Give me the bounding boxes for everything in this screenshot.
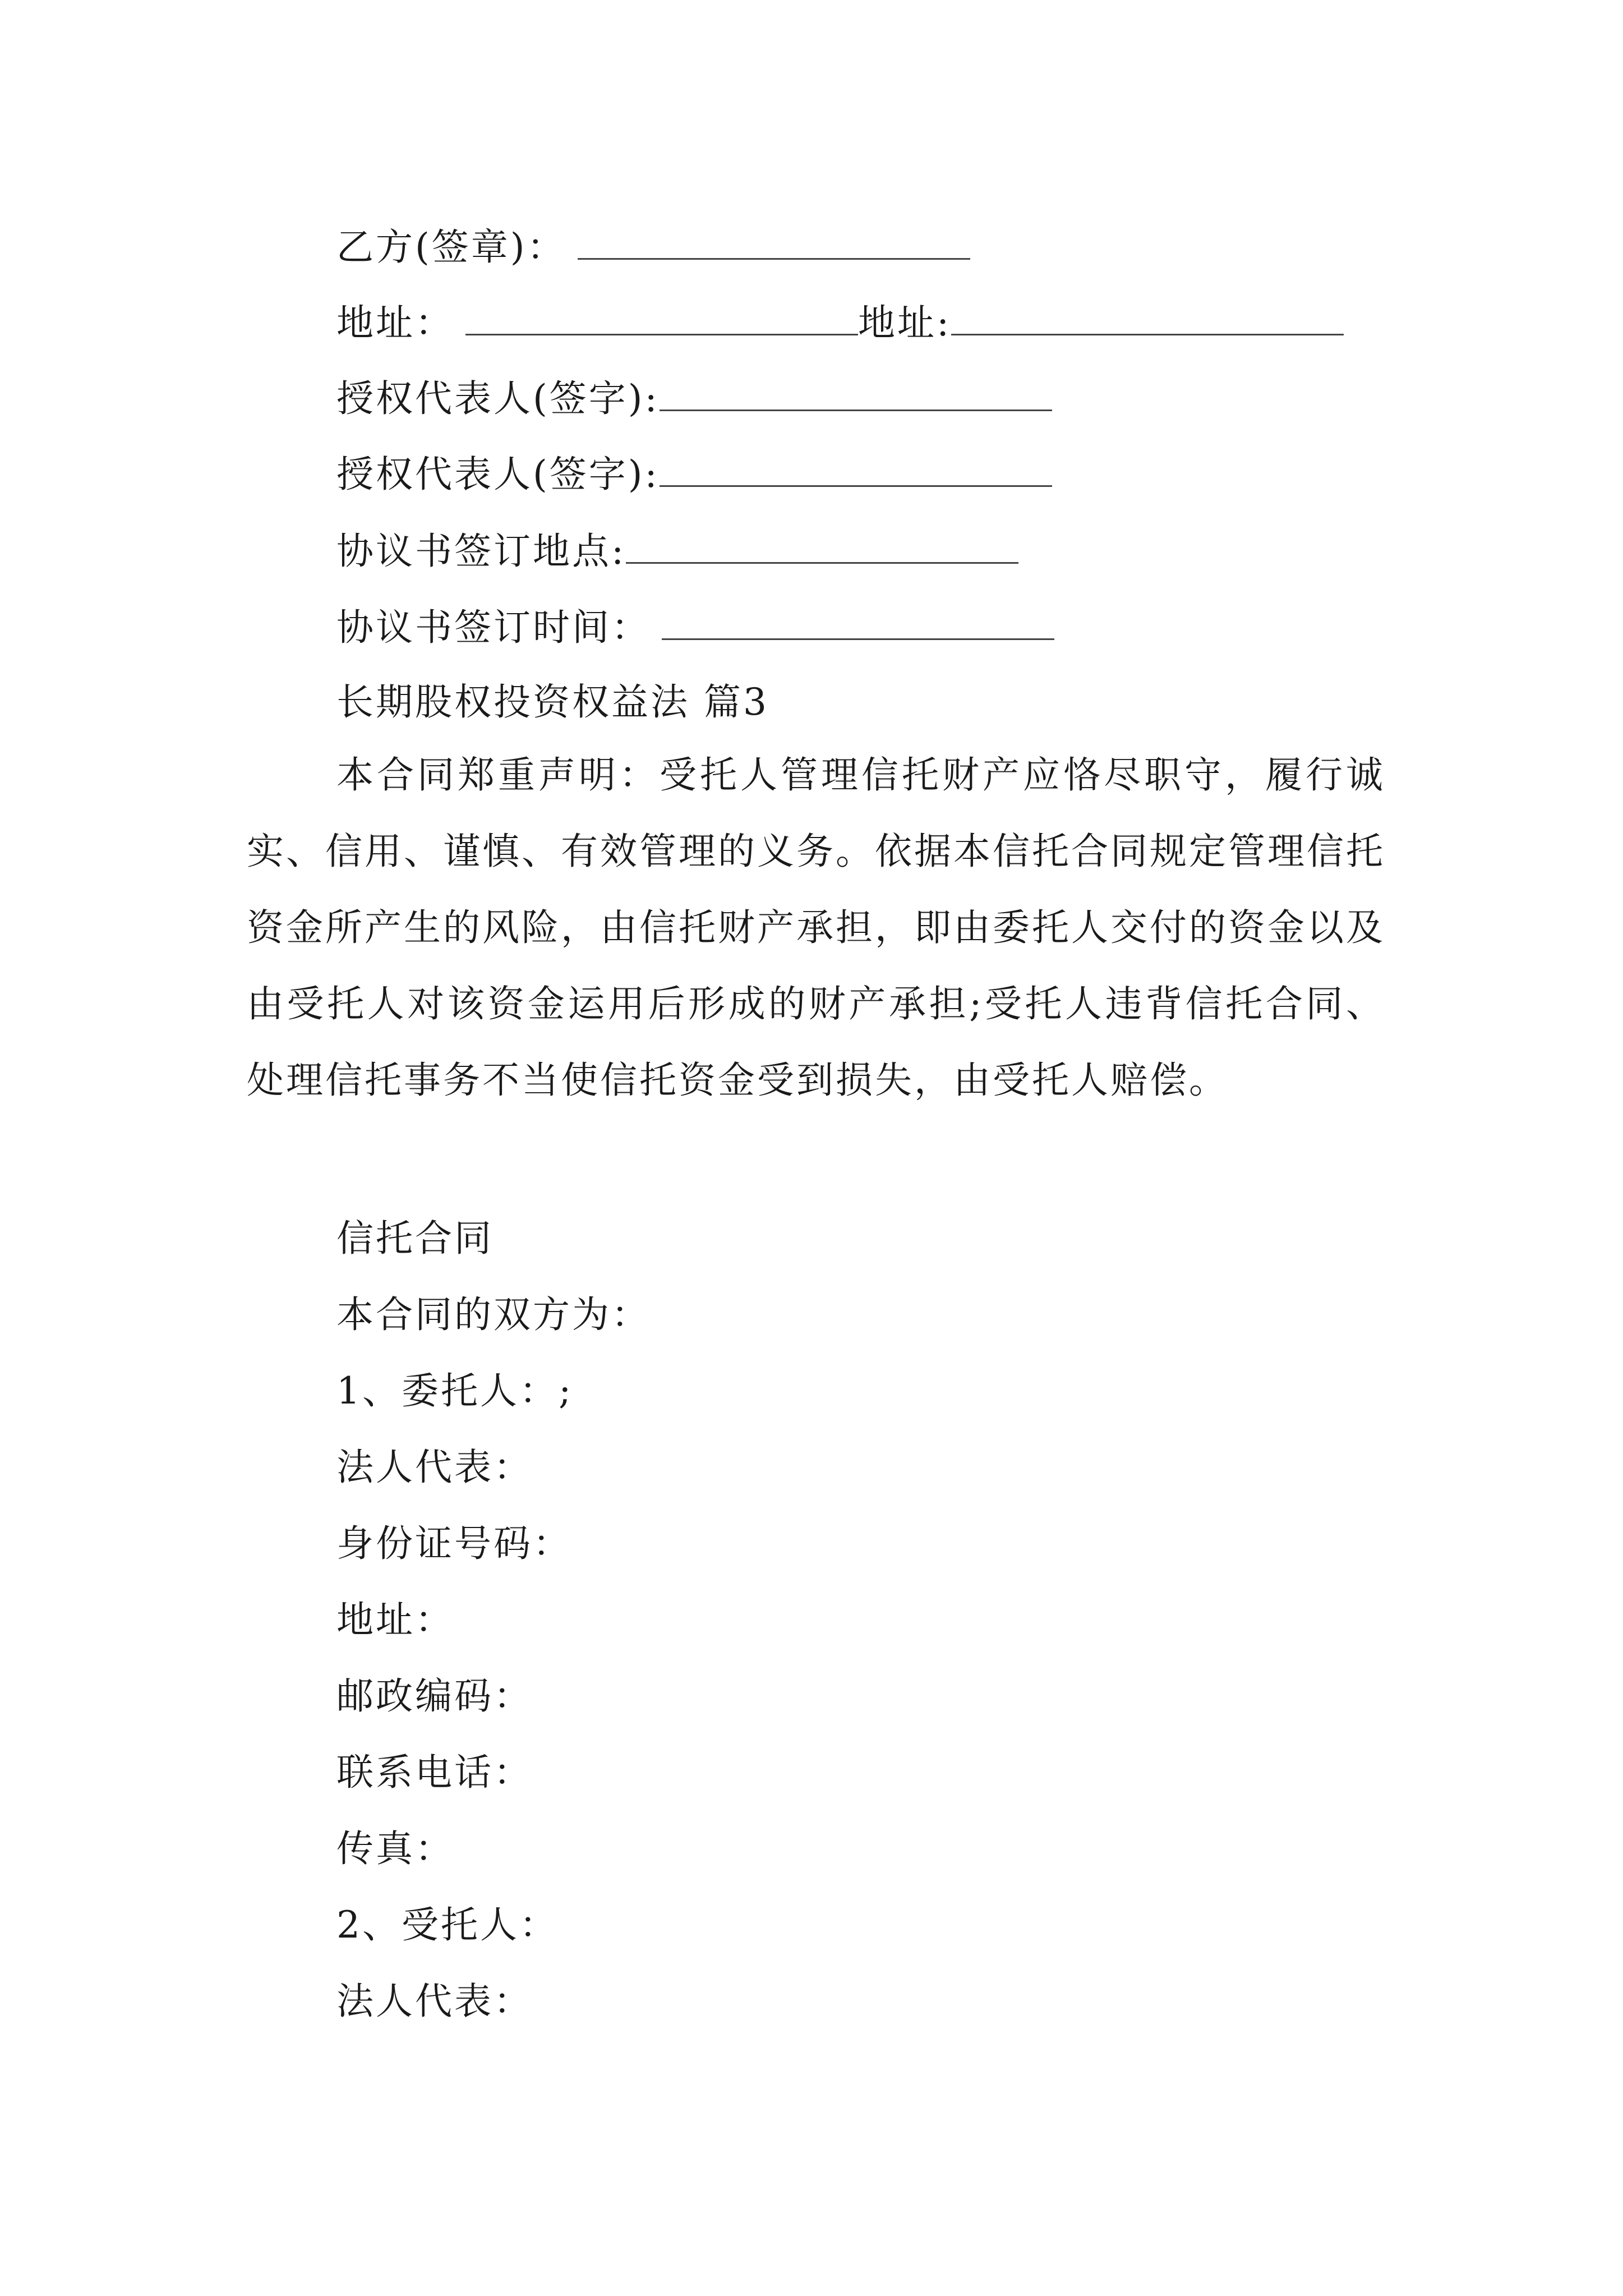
sign-time-label: 协议书签订时间： (336, 606, 651, 649)
sign-place-line (336, 527, 1018, 574)
section-heading: 长期股权投资权益法 篇3 (336, 680, 769, 724)
party-b-blank (578, 223, 970, 260)
sign-time-blank (662, 604, 1054, 640)
parties-intro: 本合同的双方为： (336, 1293, 651, 1336)
field-principal: 1、委托人：; (336, 1369, 574, 1412)
field-id-number: 身份证号码： (336, 1522, 572, 1565)
field-fax: 传真： (336, 1827, 454, 1870)
auth-rep-label-1: 授权代表人(签字): (336, 377, 660, 420)
auth-rep-blank-1 (660, 375, 1052, 411)
contract-title: 信托合同 (336, 1217, 494, 1260)
address-blank-1 (465, 299, 858, 335)
address-label-1: 地址： (336, 301, 454, 344)
sign-place-blank (626, 527, 1018, 564)
party-b-signature-line (336, 223, 970, 270)
field-phone: 联系电话： (336, 1751, 533, 1794)
field-postal-code: 邮政编码： (336, 1674, 533, 1718)
sign-time-line (336, 604, 1054, 650)
address-label-2: 地址: (858, 301, 952, 344)
party-b-label: 乙方(签章)： (336, 226, 566, 269)
sign-place-label: 协议书签订地点: (336, 530, 626, 573)
auth-rep-blank-2 (660, 450, 1052, 487)
field-legal-rep-2: 法人代表： (336, 1980, 533, 2023)
address-blank-2 (951, 299, 1344, 335)
field-trustee: 2、受托人： (336, 1903, 559, 1947)
declaration-paragraph: 本合同郑重声明：受托人管理信托财产应恪尽职守，履行诚实、信用、谨慎、有效管理的义务。依据本信托合同规定管理信托资金所产生的风险，由信托财产承担，即由委托人交付的资金以及由受托人对该资金运用后形成的财产承担;受托人违背信托合同、处理信托事务不当使信托资金受到损失，由受托人赔偿。 (247, 753, 1385, 1102)
address-line (336, 299, 1344, 346)
auth-rep-label-2: 授权代表人(签字): (336, 453, 660, 496)
field-legal-rep-1: 法人代表： (336, 1446, 533, 1489)
field-address: 地址： (336, 1598, 454, 1641)
auth-rep-line-1 (336, 375, 1052, 421)
auth-rep-line-2 (336, 450, 1052, 497)
